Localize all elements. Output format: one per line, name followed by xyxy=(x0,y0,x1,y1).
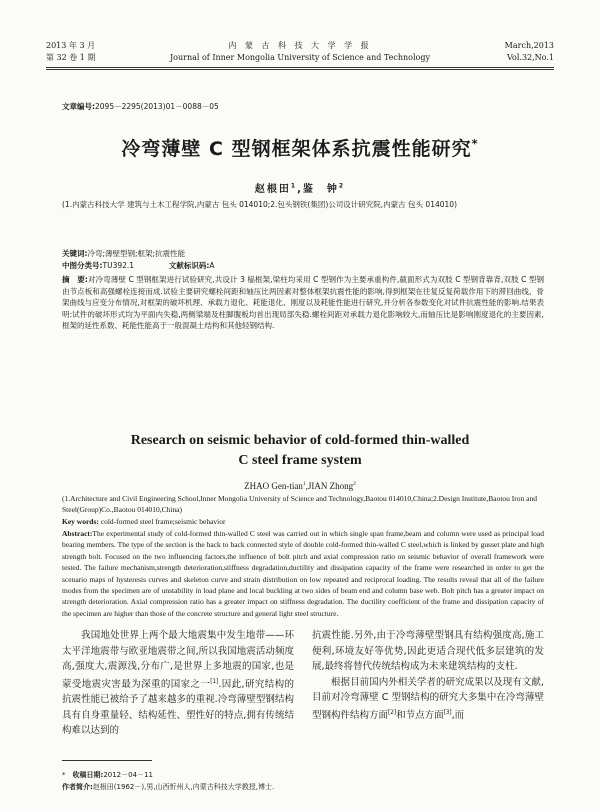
footnote-author-bio xyxy=(62,781,544,793)
header-volume-cn: 第 32 卷 1 期 xyxy=(46,53,96,62)
title-footnote-mark: * xyxy=(471,136,479,151)
header-center xyxy=(46,40,554,64)
header-rule-bottom xyxy=(46,69,554,70)
article-number-label: 文章编号: xyxy=(62,102,95,111)
journal-name-cn: 内 蒙 古 科 技 大 学 学 报 xyxy=(228,41,372,50)
affiliation-chinese: (1.内蒙古科技大学 建筑与土木工程学院,内蒙古 包头 014010;2.包头钢铁(集团)公司设计研究院,内蒙古 包头 014010) xyxy=(62,200,457,209)
article-number-value: 2095－2295(2013)01－0088－05 xyxy=(95,102,219,111)
abstract-en-label: Abstract: xyxy=(62,529,93,538)
author2-en: JIAN Zhong xyxy=(307,481,354,491)
keywords-cn xyxy=(62,248,544,260)
body-left-p1-cont: .因此,研究结构的抗震性能已被给予了越来越多的重视.冷弯薄壁型钢结构具有自身重量轻、结构延性、塑性好的特点,拥有传统结构难以达到的 xyxy=(62,678,294,737)
title-english xyxy=(0,431,600,471)
author1-en-affil: 1 xyxy=(302,481,306,487)
body-right-paragraph-2 xyxy=(312,675,544,724)
keywords-block-cn xyxy=(62,248,544,271)
affiliation-english: (1.Architecture and Civil Engineering School,Inner Mongolia University of Science and Technology,Baotou 014010,China;2.Design Institute,Baotou Iron and Steel(Group)Co.,Baotou 014010,China) xyxy=(62,494,538,514)
author1-en: ZHAO Gen-tian xyxy=(244,481,303,491)
author1-cn: 赵根田 xyxy=(254,184,291,195)
author-sep-cn: , xyxy=(297,184,303,195)
keywords-cn-value: 冷弯;薄壁型钢;框架;抗震性能 xyxy=(87,249,186,258)
footnote-rule xyxy=(62,760,152,761)
header-date: 2013 年 3 月 xyxy=(46,41,96,50)
classification-line xyxy=(62,260,544,272)
doc-code-label: 文献标识码: xyxy=(168,260,210,270)
keywords-en-value: cold-formed steel frame;seismic behavior xyxy=(100,517,226,526)
abstract-chinese xyxy=(62,274,544,332)
title-english-line1: Research on seismic behavior of cold-formed thin-walled xyxy=(130,433,470,448)
header-volume-en: Vol.32,No.1 xyxy=(507,53,554,62)
title-english-line2: C steel frame system xyxy=(238,453,362,468)
abstract-cn-text: 对冷弯薄壁 C 型钢框架进行试验研究,共设计 3 榀框架,梁柱均采用 C 型钢作为主要承重构件,截面形式为双肢 C 型钢背靠背,双肢 C 型钢由节点板和高强螺栓连接而成.试验主要研究螺栓间距和轴压比两因素对整体框架抗震性能的影响,得到框架在往复反复荷载作用下的滞回曲线、骨架曲线与应变分布情况,对框架的破坏机理、承载力退化、耗能退化、刚度以及耗能性能进行研究,并分析各参数变化对试件抗震性能的影响.结果表明:试件的破坏形式均为平面内失稳,两侧梁端及柱脚腹板均首出现局部失稳.螺栓间距对承载力退化影响较大,而轴压比是影响刚度退化的主要因素,框架的延性系数、耗能性能高于一般混凝土结构和其他轻钢结构. xyxy=(62,275,545,331)
header-month-en: March,2013 xyxy=(504,41,554,50)
authors-chinese xyxy=(0,180,600,195)
author1-cn-affil: 1 xyxy=(290,182,298,190)
body-column-right xyxy=(312,628,544,723)
running-header xyxy=(46,40,554,66)
author-bio-label: 作者简介: xyxy=(62,783,93,791)
abstract-cn-label: 摘 要: xyxy=(62,275,88,284)
author-sep-en: , xyxy=(305,481,308,491)
doc-code-value: A xyxy=(209,260,215,270)
journal-name-en: Journal of Inner Mongolia University of Science and Technology xyxy=(169,53,431,62)
authors-english xyxy=(0,481,600,491)
keywords-english xyxy=(62,517,544,526)
keywords-cn-label: 关键词: xyxy=(62,249,88,258)
header-right xyxy=(505,40,554,64)
footnote-star: * xyxy=(62,771,73,779)
body-right-p2-end: ,而 xyxy=(451,709,465,721)
article-number xyxy=(62,101,219,112)
body-right-paragraph-1: 抗震性能.另外,由于冷弯薄壁型钢具有结构强度高,施工便利,环境友好等优势,因此更适合现代低多层建筑的发展,最终将替代传统结构成为未来建筑结构的支柱. xyxy=(312,630,544,672)
keywords-en-label: Key words: xyxy=(62,517,99,526)
abstract-en-text: The experimental study of cold-formed thin-walled C steel was carried out in which single span frame,beam and column were used as principal load bearing members. The type of the section is the back to back connected style of double cold-formed thin-walled C steel,which is linked by gusset plate and high strength bolt. Focused on the two influencing factors,the influence of bolt pitch and axial compression ratio on seismic behavior of overall framework were tested. The failure mechanism,strength deterioration,stiffness degradation,ductility and dissipation capacity of the frame were researched in order to get the scenario maps of hysteresis curves and skeleton curve and strain distribution on low repeated and reciprocal loading. The results reveal that all of the failure modes from the specimen are of unstability in load plane and local buckling at two sides of beam end and column base web. Bolt pitch has a greater impact on strength deterioration. Axial compression ratio has a greater impact on stiffness degradation. The ductility coefficient of the frame and dissipation capacity of the specimen are higher than those of the concrete structure and general light steel structure. xyxy=(62,529,544,618)
body-right-p2-start: 根据目前国内外相关学者的研究成果以及现有文献,目前对冷弯薄壁 C 型钢结构的研究大多集中在冷弯薄壁型钢构件结构方面 xyxy=(312,676,544,721)
citation-ref-1: [1] xyxy=(210,678,219,685)
body-left-p1: 我国地处世界上两个最大地震集中发生地带——环太平洋地震带与欧亚地震带之间,所以我国地震活动频度高,强度大,震源浅,分布广,是世界上多地震的国家,也是蒙受地震灾害最为深重的国家之一 xyxy=(62,630,294,690)
body-column-left xyxy=(62,628,294,739)
abstract-english xyxy=(62,528,544,619)
body-right-p2-mid: 和节点方面 xyxy=(396,709,444,721)
title-chinese-text: 冷弯薄壁 C 型钢框架体系抗震性能研究 xyxy=(121,138,472,160)
footnote-received xyxy=(62,769,544,781)
body-left-paragraph xyxy=(62,628,294,739)
clc-value: TU392.1 xyxy=(102,260,135,270)
citation-ref-3: [3] xyxy=(443,709,452,716)
header-rule-top xyxy=(46,67,554,68)
author2-cn: 鉴 钟 xyxy=(302,184,339,195)
title-chinese xyxy=(0,134,600,161)
received-label: 收稿日期: xyxy=(72,771,104,779)
author2-cn-affil: 2 xyxy=(338,182,346,190)
citation-ref-2: [2] xyxy=(388,709,397,716)
clc-label: 中图分类号: xyxy=(62,260,103,270)
footnote xyxy=(62,769,544,793)
received-value: 2012－04－11 xyxy=(103,771,153,779)
author2-en-affil: 2 xyxy=(353,481,356,487)
author-bio-value: 赵根田(1962－),男,山西忻州人,内蒙古科技大学教授,博士. xyxy=(92,783,275,791)
